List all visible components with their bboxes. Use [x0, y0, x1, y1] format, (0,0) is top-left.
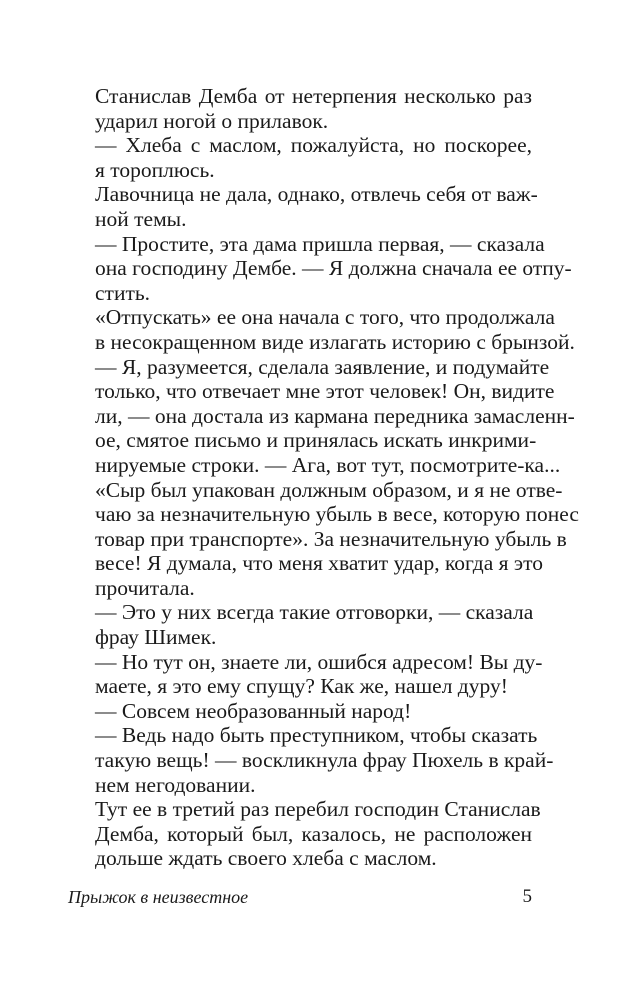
text-line: я тороплюсь.: [95, 157, 215, 182]
text-line: «Сыр был упакован должным образом, и я не отве-: [95, 477, 563, 502]
text-line: такую вещь! — воскликнула фрау Пюхель в край-: [95, 748, 554, 773]
body-text: [95, 84, 579, 871]
text-line: Лавочница не дала, однако, отвлечь себя от важ-: [95, 182, 538, 207]
text-line: маете, я это ему спущу? Как же, нашел дуру!: [95, 674, 508, 699]
text-line: — Я, разумеется, сделала заявление, и подумайте: [95, 354, 550, 379]
text-line: Станислав Демба от нетерпения несколько раз: [95, 84, 532, 108]
text-line: в несокращенном виде излагать историю с брынзой.: [95, 329, 575, 354]
text-line: нем негодовании.: [95, 772, 256, 797]
text-line: — Простите, эта дама пришла первая, — сказала: [95, 231, 545, 256]
text-line: ое, смятое письмо и принялась искать инкрими-: [95, 428, 537, 453]
text-line: Демба, который был, казалось, не расположен: [95, 821, 532, 846]
running-title: Прыжок в неизвестное: [68, 887, 249, 907]
paragraph: [95, 231, 572, 306]
text-line: фрау Шимек.: [95, 625, 217, 650]
text-line: стить.: [95, 280, 151, 305]
text-line: товар при транспорте». За незначительную убыль в: [95, 526, 567, 551]
text-line: — Ведь надо быть преступником, чтобы сказать: [95, 723, 538, 748]
text-line: прочитала.: [95, 575, 195, 600]
text-line: она господину Дембе. — Я должна сначала ее отпу-: [95, 256, 572, 281]
text-line: ли, — она достала из кармана передника замасленн-: [95, 403, 575, 428]
paragraph: [95, 354, 579, 601]
paragraph: [95, 600, 532, 649]
text-line: только, что отвечает мне этот человек! Он, видите: [95, 379, 555, 404]
paragraph: [95, 182, 538, 231]
page-footer: [68, 886, 532, 912]
paragraph: [95, 723, 554, 797]
page-number: 5: [522, 886, 532, 907]
text-line: ударил ногой о прилавок.: [95, 108, 329, 133]
text-line: чаю за незначительную убыль в весе, которую понес: [95, 502, 579, 527]
paragraph: [95, 649, 543, 699]
text-line: дольше ждать своего хлеба с маслом.: [95, 846, 437, 871]
text-line: ной темы.: [95, 206, 187, 231]
text-line: — Это у них всегда такие отговорки, — сказала: [95, 600, 534, 625]
paragraph: [95, 797, 541, 871]
text-line: — Но тут он, знаете ли, ошибся адресом! Вы ду-: [95, 649, 543, 674]
text-line: весе! Я думала, что меня хватит удар, когда я это: [95, 551, 544, 576]
text-line: Тут ее в третий раз перебил господин Станислав: [95, 797, 541, 822]
text-line: — Совсем необразованный народ!: [95, 698, 412, 723]
paragraph: [95, 133, 532, 182]
text-line: «Отпускать» ее она начала с того, что продолжала: [95, 305, 555, 330]
paragraph: [95, 699, 532, 724]
paragraph: [95, 84, 532, 133]
text-line: нируемые строки. — Ага, вот тут, посмотрите-ка...: [95, 452, 561, 477]
paragraph: [95, 305, 575, 354]
text-line: — Хлеба с маслом, пожалуйста, но поскорее,: [95, 133, 532, 158]
